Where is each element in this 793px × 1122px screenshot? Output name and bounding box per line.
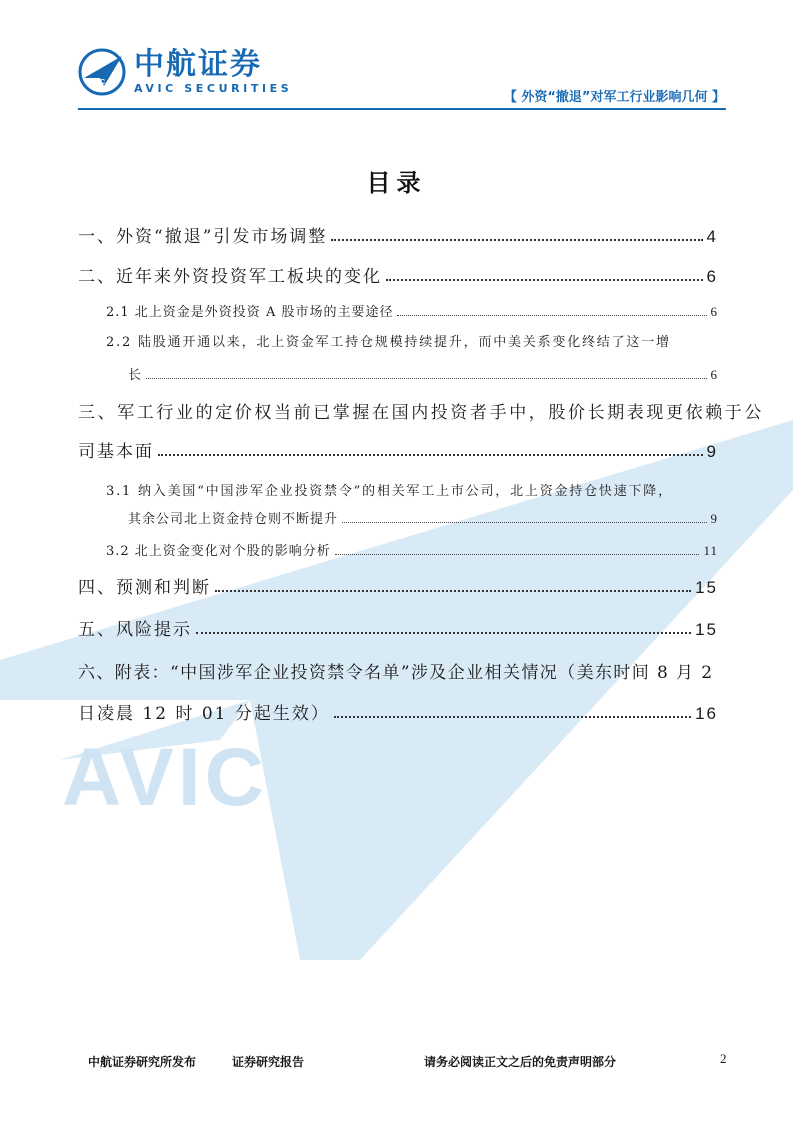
toc-entry-6[interactable]: 六、附表：“中国涉军企业投资禁令名单”涉及企业相关情况（美东时间 8 月 2 bbox=[78, 663, 714, 683]
toc-entry-1[interactable] bbox=[78, 222, 718, 247]
header-divider bbox=[78, 108, 726, 110]
toc-page-number: 16 bbox=[695, 704, 718, 723]
toc-entry-text: 长 bbox=[128, 368, 143, 383]
toc-leader-dots bbox=[158, 453, 703, 456]
toc-entry-3-cont[interactable] bbox=[78, 437, 718, 462]
toc-leader-dots bbox=[386, 278, 703, 281]
footer-disclaimer: 请务必阅读正文之后的免责声明部分 bbox=[424, 1055, 617, 1069]
toc-page-number: 4 bbox=[706, 227, 718, 246]
toc-leader-dots bbox=[335, 553, 700, 555]
toc-heading: 目录 bbox=[366, 168, 427, 197]
toc-leader-dots bbox=[196, 631, 691, 634]
report-title: 【 外资“撤退”对军工行业影响几何 】 bbox=[503, 90, 725, 105]
toc-entry-3-1-cont[interactable] bbox=[128, 508, 718, 527]
toc-entry-3-1[interactable]: 3.1 纳入美国“中国涉军企业投资禁令”的相关军工上市公司，北上资金持仓快速下降， bbox=[106, 484, 673, 499]
toc-page-number: 9 bbox=[710, 511, 718, 526]
avic-plane-logo-icon bbox=[78, 48, 126, 96]
toc-leader-dots bbox=[334, 715, 691, 718]
watermark-text: AVIC bbox=[62, 732, 268, 823]
toc-page-number: 15 bbox=[695, 578, 718, 597]
toc-entry-2[interactable] bbox=[78, 262, 718, 287]
toc-page-number: 9 bbox=[706, 442, 718, 461]
toc-entry-text: 3.2 北上资金变化对个股的影响分析 bbox=[106, 544, 331, 559]
footer-page-number: 2 bbox=[720, 1051, 727, 1066]
toc-page-number: 15 bbox=[695, 620, 718, 639]
toc-entry-3[interactable]: 三、军工行业的定价权当前已掌握在国内投资者手中，股价长期表现更依赖于公 bbox=[78, 403, 764, 423]
toc-entry-2-1[interactable] bbox=[106, 301, 718, 320]
toc-entry-text: 司基本面 bbox=[78, 442, 154, 462]
logo-chinese-name: 中航证券 bbox=[134, 47, 262, 82]
toc-leader-dots bbox=[331, 238, 702, 241]
footer-publisher: 中航证券研究所发布 bbox=[88, 1055, 197, 1069]
toc-page-number: 6 bbox=[710, 367, 718, 382]
toc-entry-text: 一、外资“撤退”引发市场调整 bbox=[78, 227, 328, 247]
toc-entry-2-2-cont[interactable] bbox=[128, 364, 718, 383]
toc-page-number: 11 bbox=[703, 543, 718, 558]
toc-entry-text: 其余公司北上资金持仓则不断提升 bbox=[128, 512, 339, 527]
toc-entry-text: 2.1 北上资金是外资投资 A 股市场的主要途径 bbox=[106, 305, 394, 320]
logo-badge-text: AVIC bbox=[89, 79, 106, 86]
toc-page-number: 6 bbox=[710, 304, 718, 319]
company-logo bbox=[78, 40, 292, 104]
toc-entry-5[interactable] bbox=[78, 615, 718, 640]
toc-entry-text: 日凌晨 12 时 01 分起生效） bbox=[78, 704, 330, 724]
plane-watermark-icon bbox=[0, 420, 793, 960]
toc-page-number: 6 bbox=[706, 267, 718, 286]
toc-entry-6-cont[interactable] bbox=[78, 699, 718, 724]
toc-leader-dots bbox=[146, 377, 706, 379]
toc-entry-text: 五、风险提示 bbox=[78, 620, 192, 640]
toc-entry-4[interactable] bbox=[78, 573, 718, 598]
toc-entry-text: 四、预测和判断 bbox=[78, 578, 211, 598]
toc-entry-text: 二、近年来外资投资军工板块的变化 bbox=[78, 267, 382, 287]
toc-entry-3-2[interactable] bbox=[106, 540, 718, 559]
logo-english-name: AVIC SECURITIES bbox=[134, 82, 293, 95]
toc-leader-dots bbox=[342, 521, 706, 523]
toc-entry-2-2[interactable]: 2.2 陆股通开通以来，北上资金军工持仓规模持续提升，而中美关系变化终结了这一增 bbox=[106, 335, 671, 350]
toc-leader-dots bbox=[215, 589, 691, 592]
toc-leader-dots bbox=[397, 314, 706, 316]
footer-report-type: 证券研究报告 bbox=[232, 1055, 305, 1069]
